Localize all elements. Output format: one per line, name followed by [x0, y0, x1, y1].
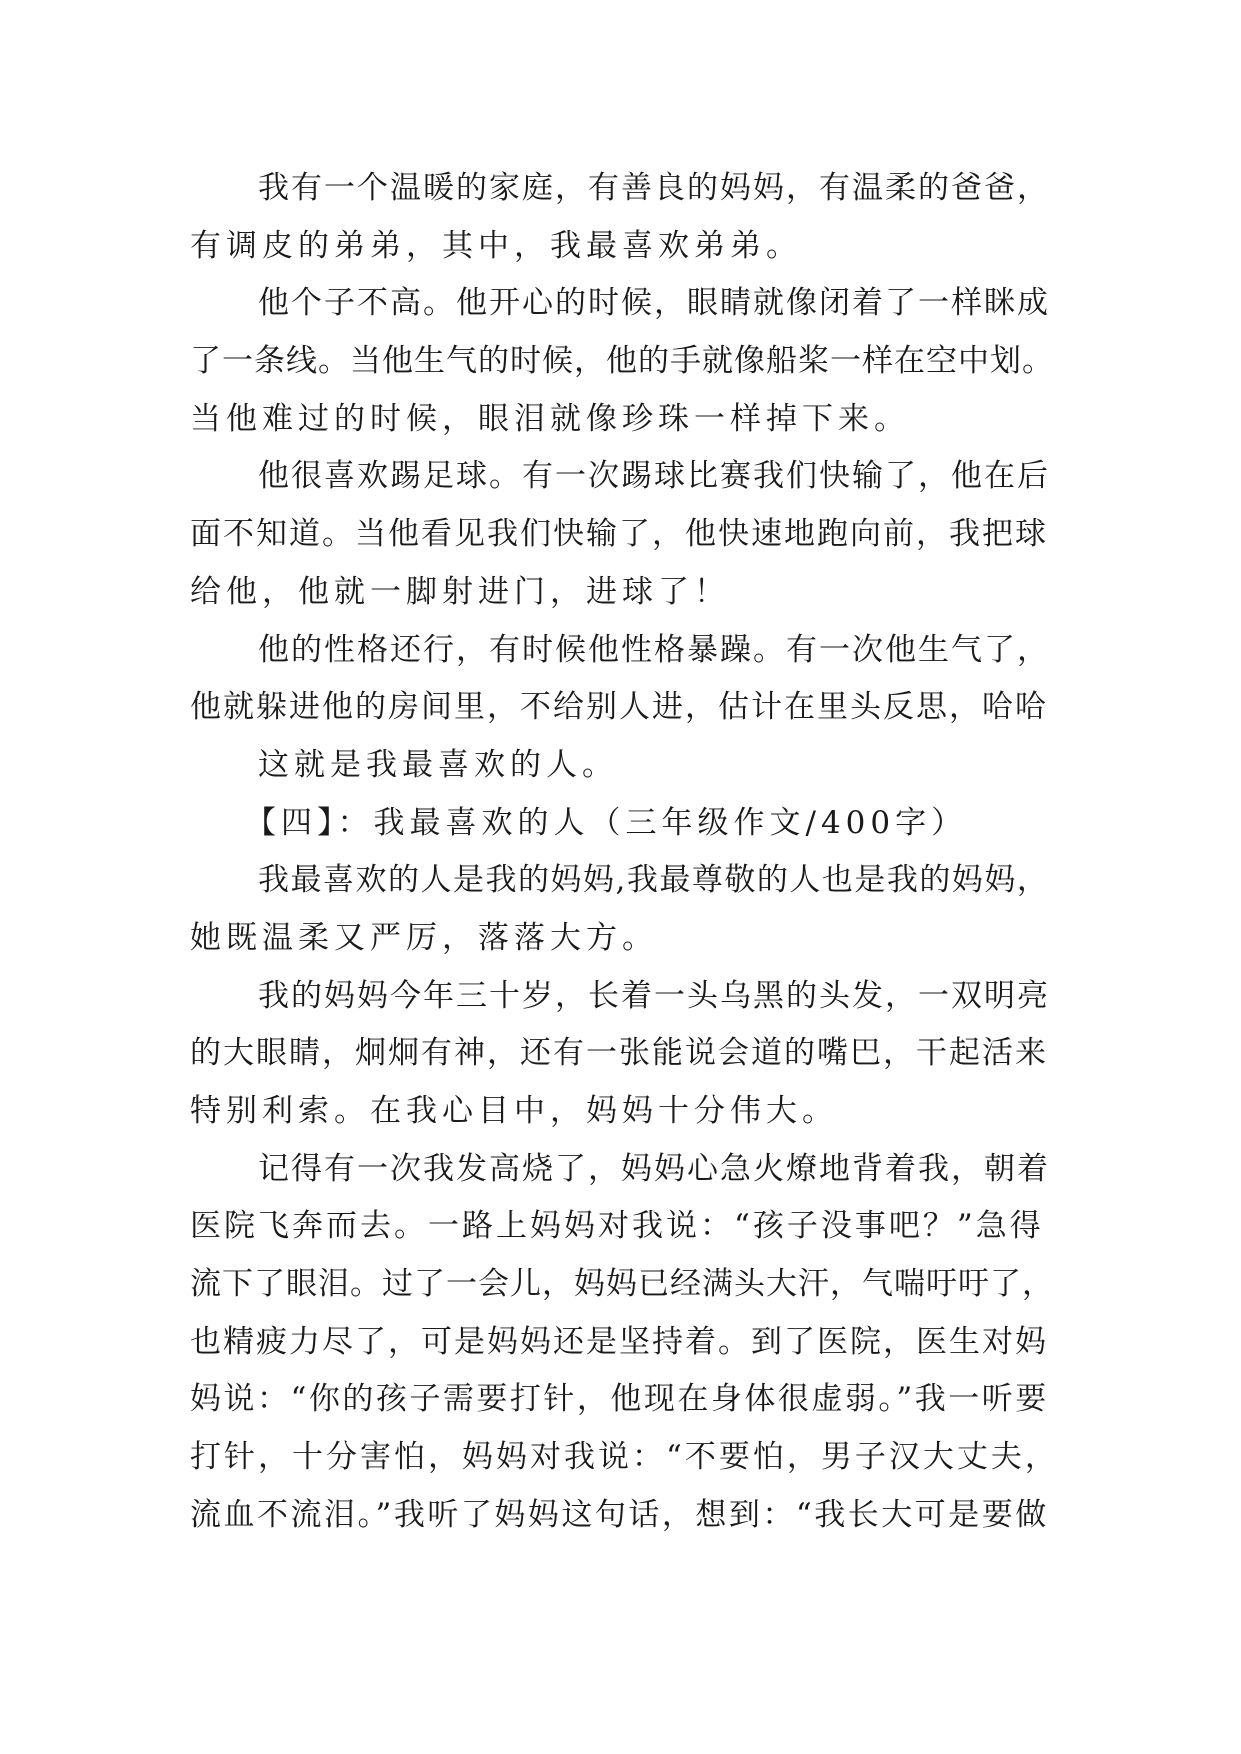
text-line: 医院飞奔而去。一路上妈妈对我说：“孩子没事吧？”急得	[190, 1208, 1044, 1245]
text-line: 他很喜欢踢足球。有一次踢球比赛我们快输了，他在后	[258, 458, 1050, 495]
text-line: 有调皮的弟弟，其中，我最喜欢弟弟。	[190, 227, 802, 264]
text-line: 也精疲力尽了，可是妈妈还是坚持着。到了医院，医生对妈	[190, 1323, 1048, 1360]
text-line: 他的性格还行，有时候他性格暴躁。有一次他生气了，	[258, 631, 1050, 668]
text-line: 他就躲进他的房间里，不给别人进，估计在里头反思，哈哈	[190, 689, 1048, 726]
text-line: 流血不流泪。”我听了妈妈这句话，想到：“我长大可是要做	[190, 1496, 1049, 1533]
text-line: 我有一个温暖的家庭，有善良的妈妈，有温柔的爸爸，	[258, 170, 1050, 206]
text-line: 给他，他就一脚射进门，进球了！	[190, 573, 730, 610]
text-line: 当他难过的时候，眼泪就像珍珠一样掉下来。	[190, 400, 910, 437]
text-line: 记得有一次我发高烧了，妈妈心急火燎地背着我，朝着	[258, 1150, 1050, 1187]
text-line: 特别利索。在我心目中，妈妈十分伟大。	[190, 1093, 838, 1129]
text-line: 我的妈妈今年三十岁，长着一头乌黑的头发，一双明亮	[258, 977, 1050, 1014]
text-line: 我最喜欢的人是我的妈妈,我最尊敬的人也是我的妈妈，	[258, 862, 1050, 899]
text-line: 面不知道。当他看见我们快输了，他快速地跑向前，我把球	[190, 516, 1048, 553]
essay-text	[190, 160, 1060, 1545]
text-line: 他个子不高。他开心的时候，眼睛就像闭着了一样眯成	[258, 285, 1050, 322]
section-heading: 【四】：我最喜欢的人（三年级作文/400字）	[245, 804, 968, 841]
text-line: 了一条线。当他生气的时候，他的手就像船桨一样在空中划。	[190, 343, 1054, 380]
text-line: 她既温柔又严厉，落落大方。	[190, 919, 658, 956]
text-line: 这就是我最喜欢的人。	[258, 746, 618, 783]
text-line: 打针，十分害怕，妈妈对我说：“不要怕，男子汉大丈夫，	[190, 1439, 1059, 1476]
text-line: 流下了眼泪。过了一会儿，妈妈已经满头大汗，气喘吁吁了，	[190, 1266, 1054, 1303]
text-line: 的大眼睛，炯炯有神，还有一张能说会道的嘴巴，干起活来	[190, 1035, 1048, 1072]
text-line: 妈说：“你的孩子需要打针，他现在身体很虚弱。”我一听要	[190, 1381, 1049, 1418]
